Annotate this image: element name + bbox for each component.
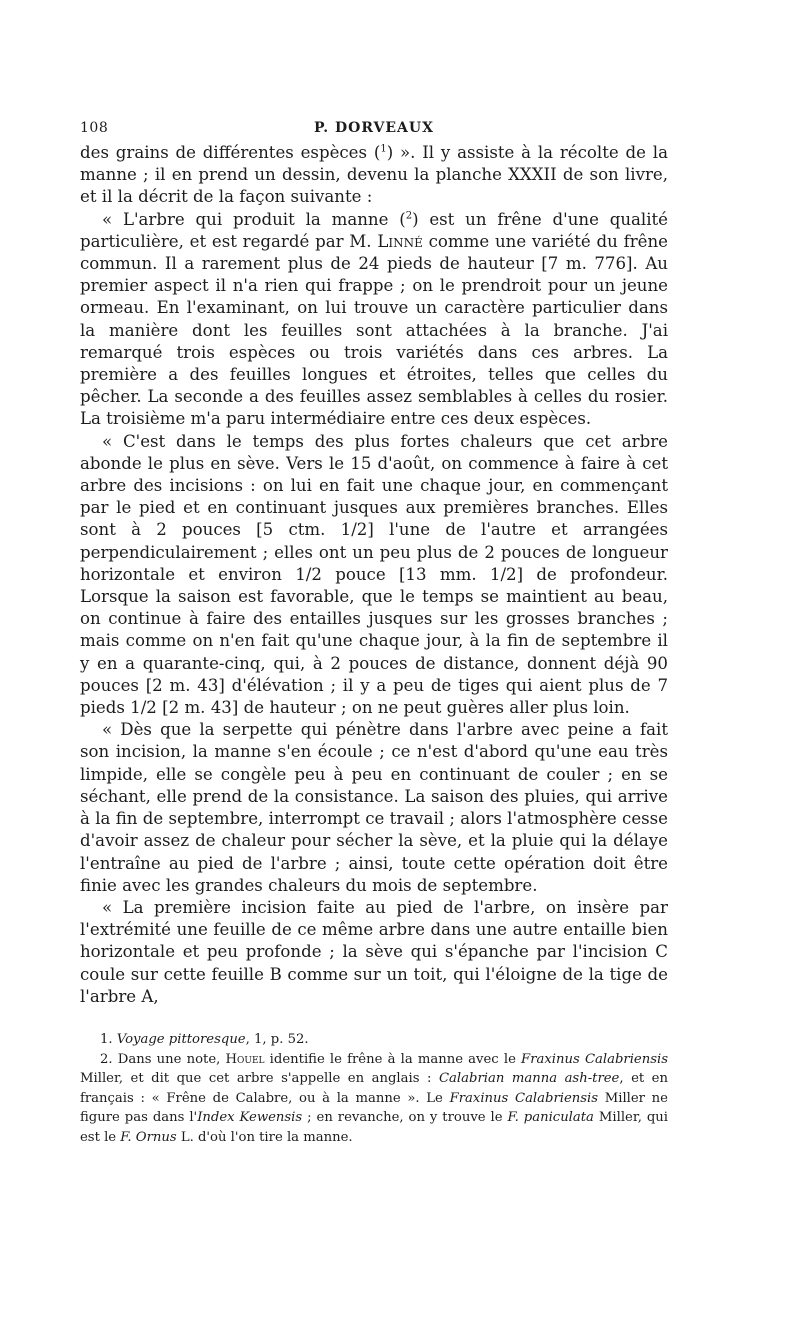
paragraph-4: « Dès que la serpette qui pénètre dans l'arbre avec peine a fait son incision, la manne s'en écoule ; ce n'est d'abord qu'une eau très limpide, elle se congèle peu à peu en continuant de couler ; en se séchant, elle prend de la consistance. La saison des pluies, qui arrive à la fin de septembre, interrompt ce travail ; alors l'atmosphère cesse d'avoir assez de chaleur pour sécher la sève, et la pluie qui la délaye l'entraîne au pied de l'arbre ; ainsi, toute cette opération doit être finie avec les grandes chaleurs du mois de septembre.: [80, 720, 668, 895]
body-text: [80, 142, 668, 1008]
footnote-1: 1. Voyage pittoresque, 1, p. 52.: [100, 1031, 309, 1047]
author-name-linne: Linné: [377, 231, 423, 251]
footnote-ref-2[interactable]: 2: [405, 210, 413, 222]
paragraph-1: des grains de différentes espèces ($^1$) ». Il y assiste à la récolte de la manne ; il en prend un dessin, devenu la planche XXXII de son livre, et il la décrit de la façon suivante :: [80, 143, 668, 207]
book-page: [80, 112, 668, 1147]
page-number: 108: [80, 120, 109, 136]
running-head: P. DORVEAUX: [314, 120, 434, 136]
paragraph-2: « L'arbre qui produit la manne ($^2$) est un frêne d'une qualité particulière, et est regardé par M. Linné comme une variété du frêne commun. Il a rarement plus de 24 pieds de hauteur [7 m. 776]. Au premier aspect il n'a rien qui frappe ; on le prendroit pour un jeune ormeau. En l'examinant, on lui trouve un caractère particulier dans la manière dont les feuilles sont attachées à la branche. J'ai remarqué trois espèces ou trois variétés dans ces arbres. La première a des feuilles longues et étroites, telles que celles du pêcher. La seconde a des feuilles assez semblables à celles du rosier. La troisième m'a paru intermédiaire entre ces deux espèces.: [80, 209, 669, 429]
author-name-houel: Houel: [225, 1051, 265, 1067]
page-header: [80, 112, 668, 142]
paragraph-3: « C'est dans le temps des plus fortes chaleurs que cet arbre abonde le plus en sève. Vers le 15 d'août, on commence à faire à cet arbre des incisions : on lui en fait une chaque jour, en commençant par le pied et en continuant jusques aux premières branches. Elles sont à 2 pouces [5 ctm. 1/2] l'une de l'autre et arrangées perpendiculairement ; elles ont un peu plus de 2 pouces de longueur horizontale et environ 1/2 pouce [13 mm. 1/2] de profondeur. Lorsque la saison est favorable, que le temps se maintient au beau, on continue à faire des entailles jusques sur les grosses branches ; mais comme on n'en fait qu'une chaque jour, à la fin de septembre il y en a quarante-cinq, qui, à 2 pouces de distance, donnent déjà 90 pouces [2 m. 43] d'élévation ; il y a peu de tiges qui aient plus de 7 pieds 1/2 [2 m. 43] de hauteur ; on ne peut guères aller plus loin.: [80, 431, 668, 718]
footnotes: [80, 1030, 668, 1148]
paragraph-5: « La première incision faite au pied de l'arbre, on insère par l'extrémité une feuille de ce même arbre dans une autre entaille bien horizontale et peu profonde ; la sève qui s'épanche par l'incision C coule sur cette feuille B comme sur un toit, qui l'éloigne de la tige de l'arbre A,: [80, 897, 668, 1006]
footnote-ref-1[interactable]: 1: [380, 143, 387, 155]
footnote-2: 2. Dans une note, Houel identifie le frêne à la manne avec le Fraxinus Calabriensis Miller, et dit que cet arbre s'appelle en anglais : Calabrian manna ash-tree, et en français : « Frêne de Calabre, ou à la manne ». Le Fraxinus Calabriensis Miller ne figure pas dans l'Index Kewensis ; en revanche, on y trouve le F. paniculata Miller, qui est le F. Ornus L. d'où l'on tire la manne.: [80, 1051, 669, 1145]
